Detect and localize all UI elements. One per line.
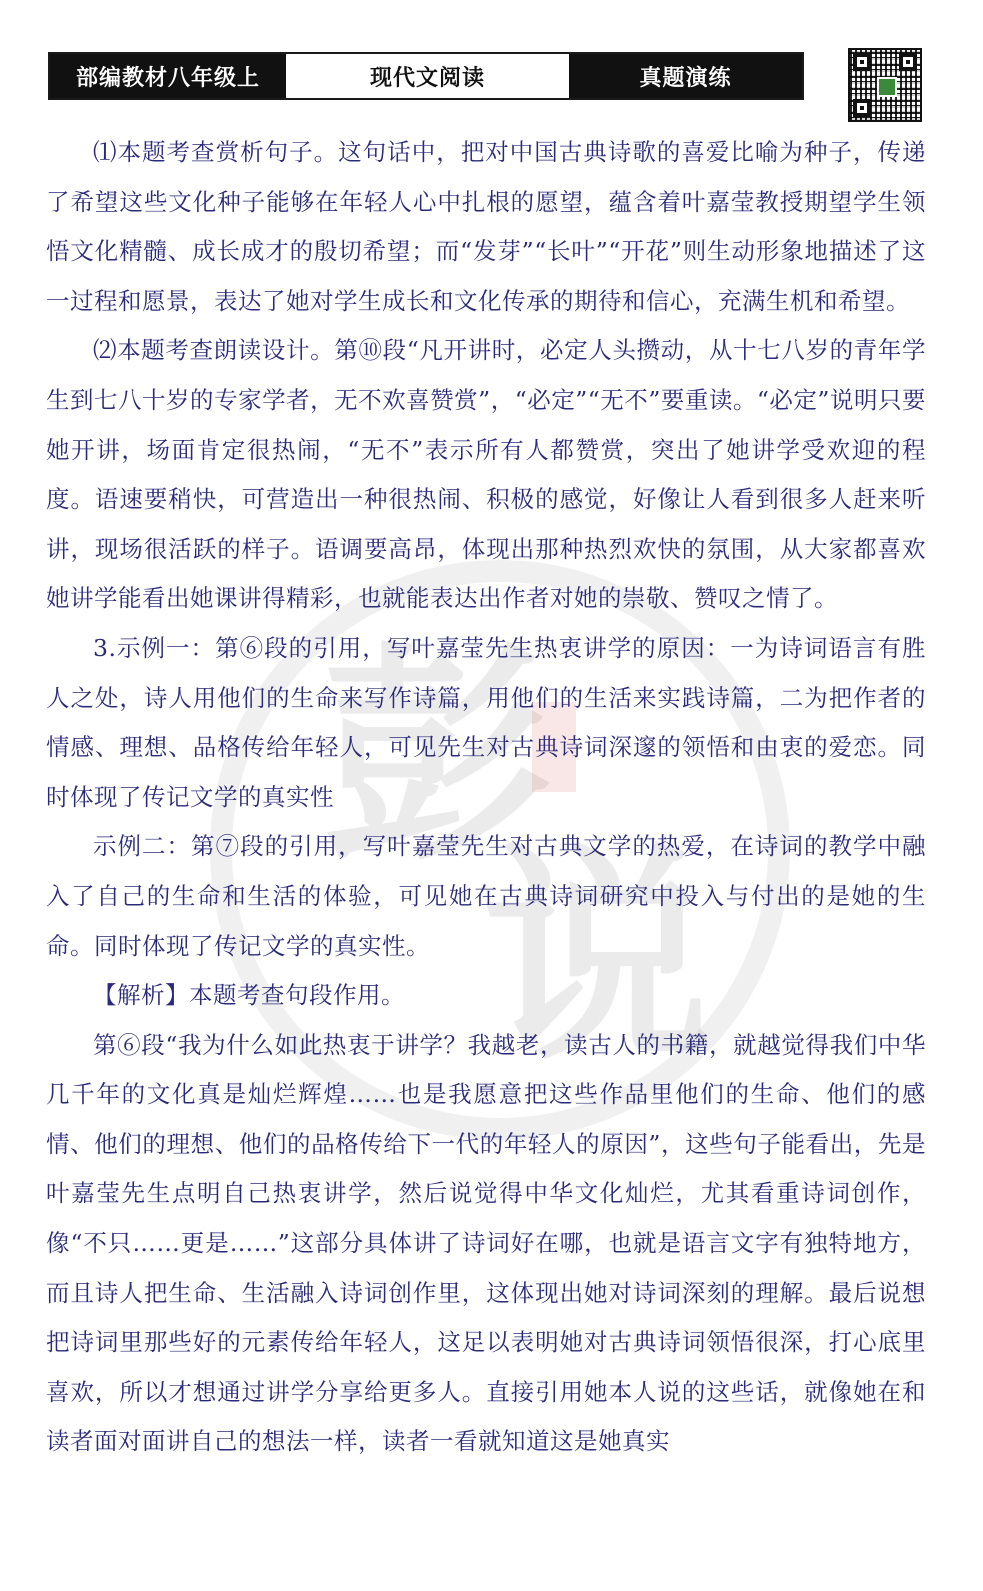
header-grade-label: 部编教材八年级上 <box>50 54 286 98</box>
watermark-glyph-1: 彭 <box>322 622 553 892</box>
qr-finder-top-left <box>853 53 871 71</box>
answer-paragraph-4: 示例二：第⑦段的引用，写叶嘉莹先生对古典文学的热爱，在诗词的教学中融入了自己的生命和生活的体验，可见她在古典诗词研究中投入与付出的是她的生命。同时体现了传记文学的真实性。 <box>46 832 926 960</box>
watermark-glyph-2: 说 <box>482 822 713 1092</box>
qr-code-icon[interactable] <box>848 48 922 122</box>
header-practice-label: 真题演练 <box>569 54 802 98</box>
answer-content <box>46 128 926 1467</box>
header-section-label: 现代文阅读 <box>286 54 569 98</box>
header-bar <box>48 52 804 100</box>
analysis-heading: 【解析】本题考查句段作用。 <box>93 981 405 1010</box>
answer-paragraph-3: 3.示例一：第⑥段的引用，写叶嘉莹先生热衷讲学的原因：一为诗词语言有胜人之处，诗人用他们的生命来写作诗篇，用他们的生活来实践诗篇，二为把作者的情感、理想、品格传给年轻人，可见先生对古典诗词深邃的领悟和由衷的爱恋。同时体现了传记文学的真实性 <box>46 633 926 811</box>
qr-finder-top-right <box>899 53 917 71</box>
qr-logo <box>877 77 897 97</box>
answer-paragraph-2: ⑵本题考查朗读设计。第⑩段“凡开讲时，必定人头攒动，从十七八岁的青年学生到七八十岁的专家学者，无不欢喜赞赏”，“必定”“无不”要重读。“必定”说明只要她开讲，场面肯定很热闹，“无不”表示所有人都赞赏，突出了她讲学受欢迎的程度。语速要稍快，可营造出一种很热闹、积极的感觉，好像让人看到很多人赶来听讲，现场很活跃的样子。语调要高昂，体现出那种热烈欢快的氛围，从大家都喜欢她讲学能看出她课讲得精彩，也就能表达出作者对她的崇敬、赞叹之情了。 <box>46 336 926 613</box>
answer-paragraph-1: ⑴本题考查赏析句子。这句话中，把对中国古典诗歌的喜爱比喻为种子，传递了希望这些文化种子能够在年轻人心中扎根的愿望，蕴含着叶嘉莹教授期望学生领悟文化精髓、成长成才的殷切希望；而“发芽”“长叶”“开花”则生动形象地描述了这一过程和愿景，表达了她对学生成长和文化传承的期待和信心，充满生机和希望。 <box>46 138 926 315</box>
analysis-paragraph: 第⑥段“我为什么如此热衷于讲学？我越老，读古人的书籍，就越觉得我们中华几千年的文化真是灿烂辉煌……也是我愿意把这些作品里他们的生命、他们的感情、他们的理想、他们的品格传给下一代的年轻人的原因”，这些句子能看出，先是叶嘉莹先生点明自己热衷讲学，然后说觉得中华文化灿烂，尤其看重诗词创作，像“不只……更是……”这部分具体讲了诗词好在哪，也就是语言文字有独特地方，而且诗人把生命、生活融入诗词创作里，这体现出她对诗词深刻的理解。最后说想把诗词里那些好的元素传给年轻人，这足以表明她对古典诗词领悟很深，打心底里喜欢，所以才想通过讲学分享给更多人。直接引用她本人说的这些话，就像她在和读者面对面讲自己的想法一样，读者一看就知道这是她真实 <box>46 1030 926 1456</box>
qr-finder-bottom-left <box>853 99 871 117</box>
